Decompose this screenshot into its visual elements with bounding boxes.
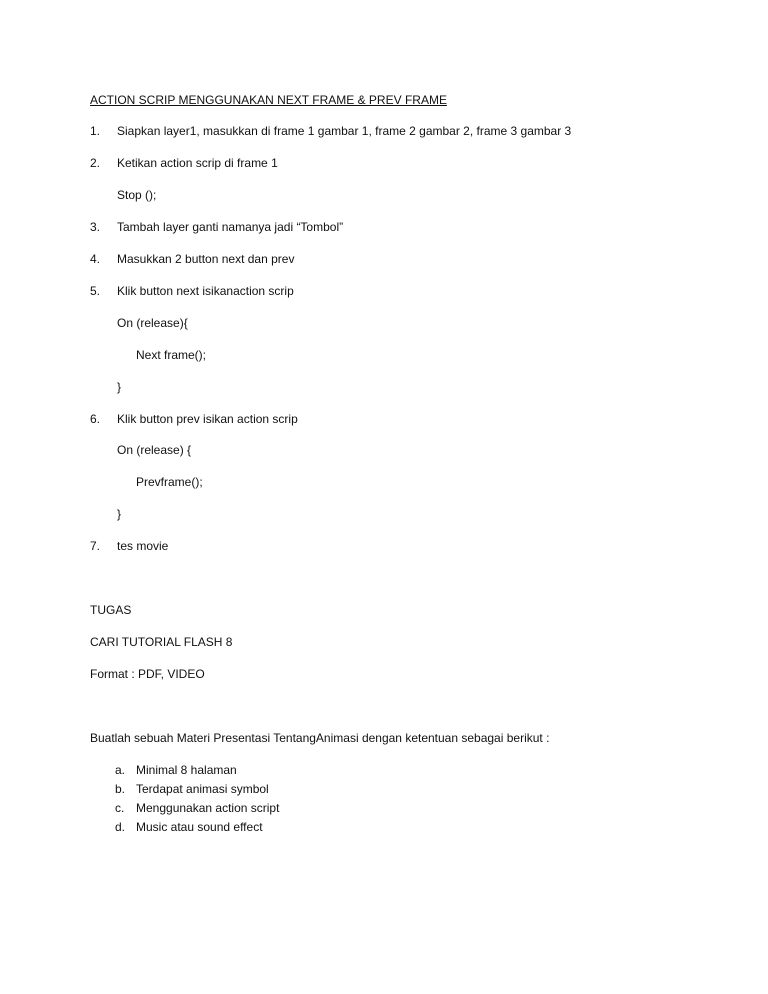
document-title: ACTION SCRIP MENGGUNAKAN NEXT FRAME & PREV FRAME [90, 93, 447, 107]
code-stop: Stop (); [117, 188, 157, 202]
step-3-number: 3. [90, 220, 101, 234]
tugas-item-a-text: Minimal 8 halaman [136, 763, 237, 777]
code-prev-call: Prevframe(); [136, 475, 203, 489]
step-1-text: Siapkan layer1, masukkan di frame 1 gambar 1, frame 2 gambar 2, frame 3 gambar 3 [117, 124, 572, 138]
step-5-text: Klik button next isikanaction scrip [117, 284, 294, 298]
code-next-close: } [117, 380, 122, 394]
step-6-number: 6. [90, 412, 101, 426]
code-next-open: On (release){ [117, 316, 188, 330]
step-7-number: 7. [90, 539, 101, 553]
tugas-line-2: Format : PDF, VIDEO [90, 667, 205, 681]
tugas-item-c-letter: c. [115, 801, 125, 815]
step-4-number: 4. [90, 252, 101, 266]
step-2-text: Ketikan action scrip di frame 1 [117, 156, 278, 170]
step-2-number: 2. [90, 156, 101, 170]
tugas-line-1: CARI TUTORIAL FLASH 8 [90, 635, 233, 649]
code-next-call: Next frame(); [136, 348, 207, 362]
tugas-heading: TUGAS [90, 603, 132, 617]
tugas-item-b-letter: b. [115, 782, 126, 796]
tugas-item-d-letter: d. [115, 820, 126, 834]
step-7-text: tes movie [117, 539, 169, 553]
code-prev-close: } [117, 507, 122, 521]
step-3-text: Tambah layer ganti namanya jadi “Tombol” [117, 220, 344, 234]
tugas-item-b-text: Terdapat animasi symbol [136, 782, 269, 796]
step-4-text: Masukkan 2 button next dan prev [117, 252, 295, 266]
step-1-number: 1. [90, 124, 101, 138]
tugas-instruction: Buatlah sebuah Materi Presentasi TentangAnimasi dengan ketentuan sebagai berikut : [90, 731, 550, 745]
tugas-item-d-text: Music atau sound effect [136, 820, 263, 834]
tugas-item-c-text: Menggunakan action script [136, 801, 280, 815]
code-prev-open: On (release) { [117, 443, 192, 457]
step-6-text: Klik button prev isikan action scrip [117, 412, 298, 426]
tugas-item-a-letter: a. [115, 763, 126, 777]
step-5-number: 5. [90, 284, 101, 298]
